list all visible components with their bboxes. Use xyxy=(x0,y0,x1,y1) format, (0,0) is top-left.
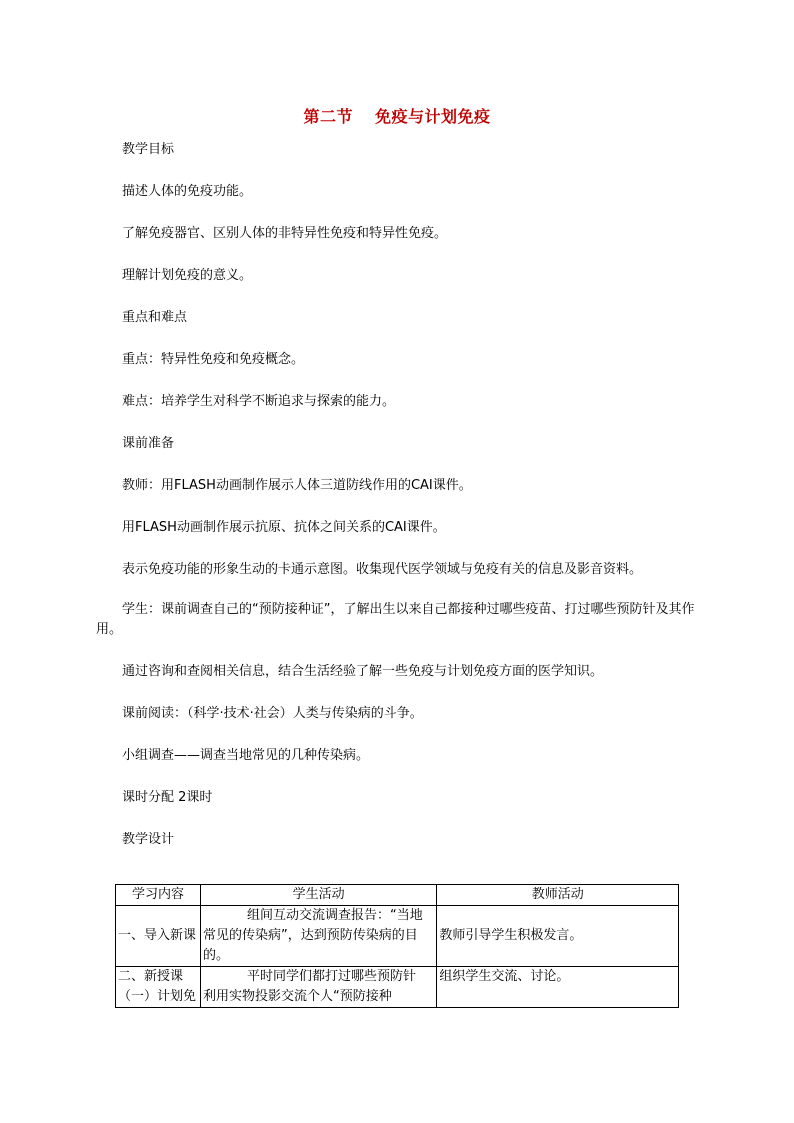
paragraph-goal-2: 了解免疫器官、区别人体的非特异性免疫和特异性免疫。 xyxy=(122,226,448,241)
paragraph-reading: 课前阅读：（科学·技术·社会）人类与传染病的斗争。 xyxy=(122,706,423,721)
title-section: 第二节 xyxy=(303,107,353,126)
cell-content xyxy=(116,906,201,967)
cell-teacher: 教师引导学生积极发言。 xyxy=(437,906,679,967)
header-student-activity: 学生活动 xyxy=(200,885,436,906)
cell-student-line-2: 利用实物投影交流个人“预防接种 xyxy=(202,989,392,1004)
cell-content-line-1: 二、新授课 xyxy=(118,969,184,984)
paragraph-difficulty: 难点：培养学生对科学不断追求与探索的能力。 xyxy=(122,394,396,409)
paragraph-goal-3: 理解计划免疫的意义。 xyxy=(122,268,253,283)
paragraph-group-survey: 小组调查——调查当地常见的几种传染病。 xyxy=(122,748,370,763)
paragraph-preparation: 课前准备 xyxy=(122,436,175,451)
paragraph-key-point: 重点：特异性免疫和免疫概念。 xyxy=(122,352,305,367)
page-title xyxy=(0,104,794,127)
paragraph-teaching-design: 教学设计 xyxy=(122,832,175,847)
cell-content-line-2: （一）计划免 xyxy=(118,989,197,1004)
paragraph-key-points: 重点和难点 xyxy=(122,310,188,325)
paragraph-teacher-prep: 教师：用FLASH动画制作展示人体三道防线作用的CAI课件。 xyxy=(122,478,472,493)
cell-content xyxy=(116,967,201,1008)
table-header-row xyxy=(116,885,679,906)
teaching-design-table xyxy=(115,884,679,1008)
paragraph-class-hours: 课时分配 2课时 xyxy=(122,790,213,805)
cell-content-text: 一、导入新课 xyxy=(118,928,197,943)
paragraph-consultation: 通过咨询和查阅相关信息，结合生活经验了解一些免疫与计划免疫方面的医学知识。 xyxy=(122,664,604,679)
header-teacher-activity: 教师活动 xyxy=(437,885,679,906)
header-content: 学习内容 xyxy=(116,885,201,906)
cell-student xyxy=(200,967,436,1008)
title-topic: 免疫与计划免疫 xyxy=(375,107,491,126)
cell-student-line-1: 平时同学们都打过哪些预防针 xyxy=(246,969,416,984)
cell-teacher: 组织学生交流、讨论。 xyxy=(437,967,679,1008)
table-row xyxy=(116,967,679,1008)
paragraph-flash-courseware: 用FLASH动画制作展示抗原、抗体之间关系的CAI课件。 xyxy=(122,520,446,535)
cell-student: 组间互动交流调查报告：“当地常见的传染病”，达到预防传染病的目的。 xyxy=(200,906,436,967)
paragraph-cartoon-diagram: 表示免疫功能的形象生动的卡通示意图。收集现代医学领域与免疫有关的信息及影音资料。 xyxy=(122,562,643,577)
paragraph-student-prep: 学生：课前调查自己的“预防接种证”，了解出生以来自己都接种过哪些疫苗、打过哪些预防针及其作用。 xyxy=(96,602,695,637)
table-row xyxy=(116,906,679,967)
paragraph-teaching-goals: 教学目标 xyxy=(122,142,175,157)
paragraph-goal-1: 描述人体的免疫功能。 xyxy=(122,184,253,199)
